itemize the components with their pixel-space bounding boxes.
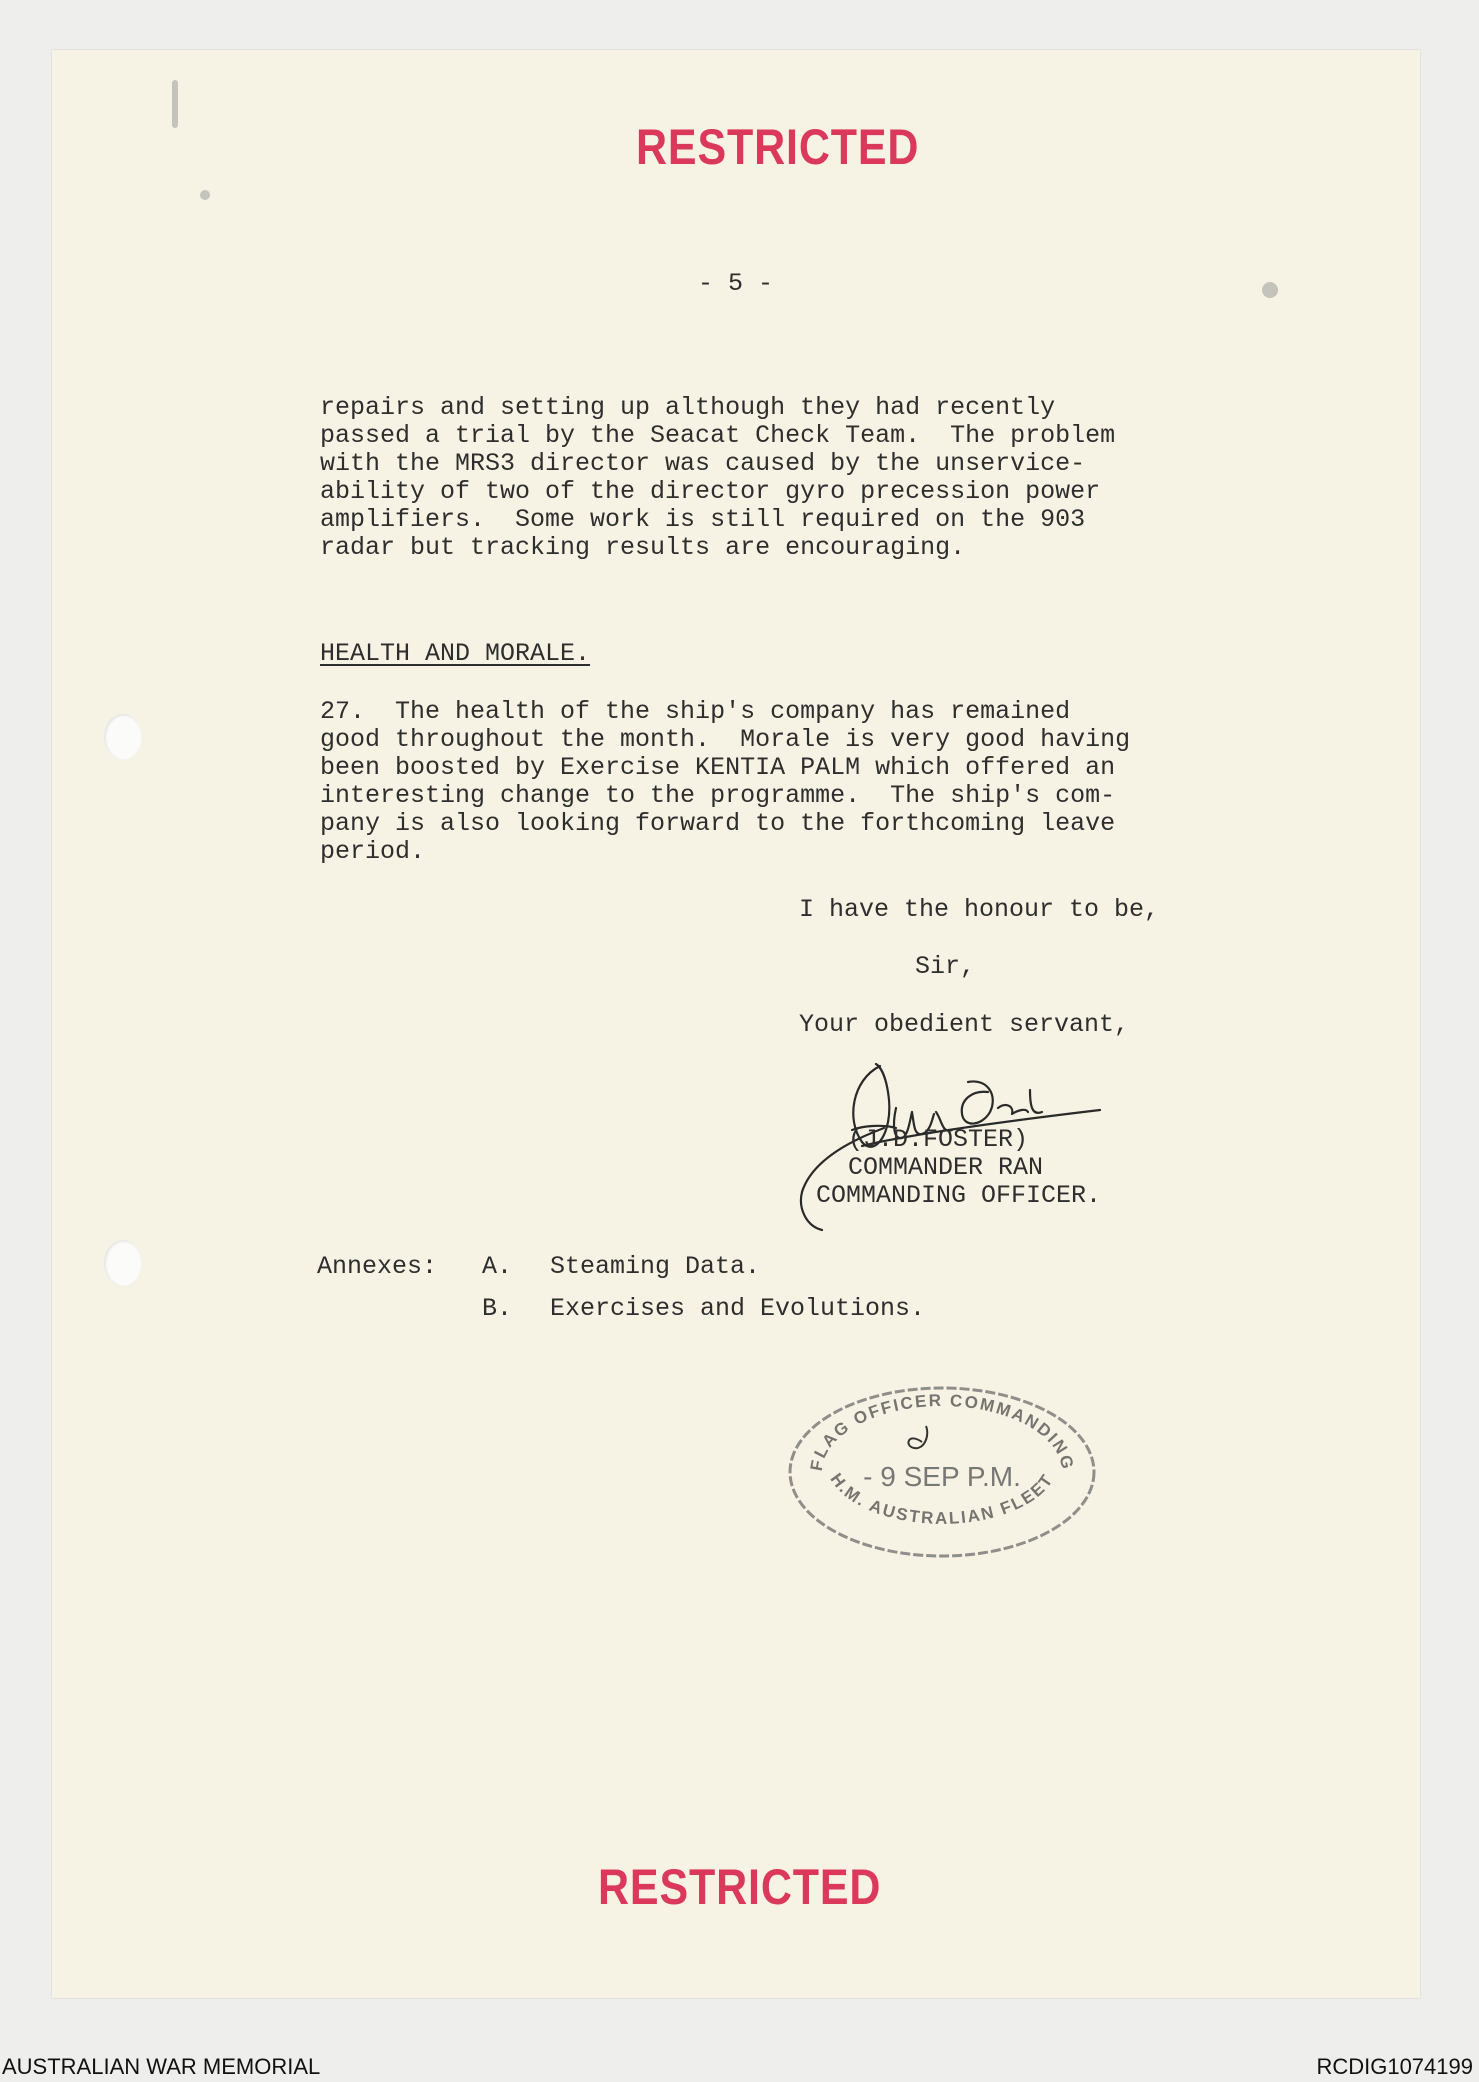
paper-mark (1262, 282, 1278, 298)
restricted-stamp-top: RESTRICTED (636, 119, 920, 175)
annex-a-text: Steaming Data. (550, 1252, 761, 1281)
stamp-bottom-text: H.M. AUSTRALIAN FLEET (826, 1469, 1058, 1528)
closing-line-2: Sir, (915, 952, 976, 981)
stamp-initial (908, 1426, 927, 1448)
paragraph-continued: repairs and setting up although they had recently passed a trial by the Seacat Check Team. The problem with the MRS3 director was caused by the unservice- ability of two of the director gyro precession power amplifiers. Some work is still required on the 903 radar but tracking results are encouraging. (320, 393, 1116, 562)
document-page (52, 50, 1420, 1998)
paper-mark (200, 190, 210, 200)
paragraph-27: 27. The health of the ship's company has remained good throughout the month. Morale is very good having been boosted by Exercise KENTIA PALM which offered an interesting change to the programme. The ship's com- pany is also looking forward to the forthcoming leave period. (320, 697, 1131, 866)
section-heading: HEALTH AND MORALE. (320, 639, 591, 668)
punch-hole-upper (104, 714, 142, 760)
annex-b-letter: B. (482, 1294, 513, 1323)
annexes-label: Annexes: (317, 1252, 438, 1281)
signatory-rank: COMMANDER RAN (848, 1153, 1044, 1182)
signatory-title: COMMANDING OFFICER. (816, 1181, 1102, 1210)
paper-mark (172, 80, 178, 128)
page-number: - 5 - (698, 269, 774, 298)
closing-line-1: I have the honour to be, (799, 895, 1160, 924)
restricted-stamp-bottom: RESTRICTED (598, 1859, 882, 1915)
annex-a-letter: A. (482, 1252, 513, 1281)
stamp-top-text: FLAG OFFICER COMMANDING (806, 1390, 1078, 1473)
annex-b-text: Exercises and Evolutions. (550, 1294, 926, 1323)
received-date-stamp (782, 1376, 1102, 1562)
stamp-date: - 9 SEP P.M. (863, 1461, 1021, 1492)
closing-line-3: Your obedient servant, (799, 1010, 1130, 1039)
signatory-name: (J.D.FOSTER) (848, 1125, 1029, 1154)
footer-record-id: RCDIG1074199 (1316, 2054, 1473, 2079)
footer-institution: AUSTRALIAN WAR MEMORIAL (2, 2054, 321, 2079)
punch-hole-lower (104, 1240, 142, 1286)
